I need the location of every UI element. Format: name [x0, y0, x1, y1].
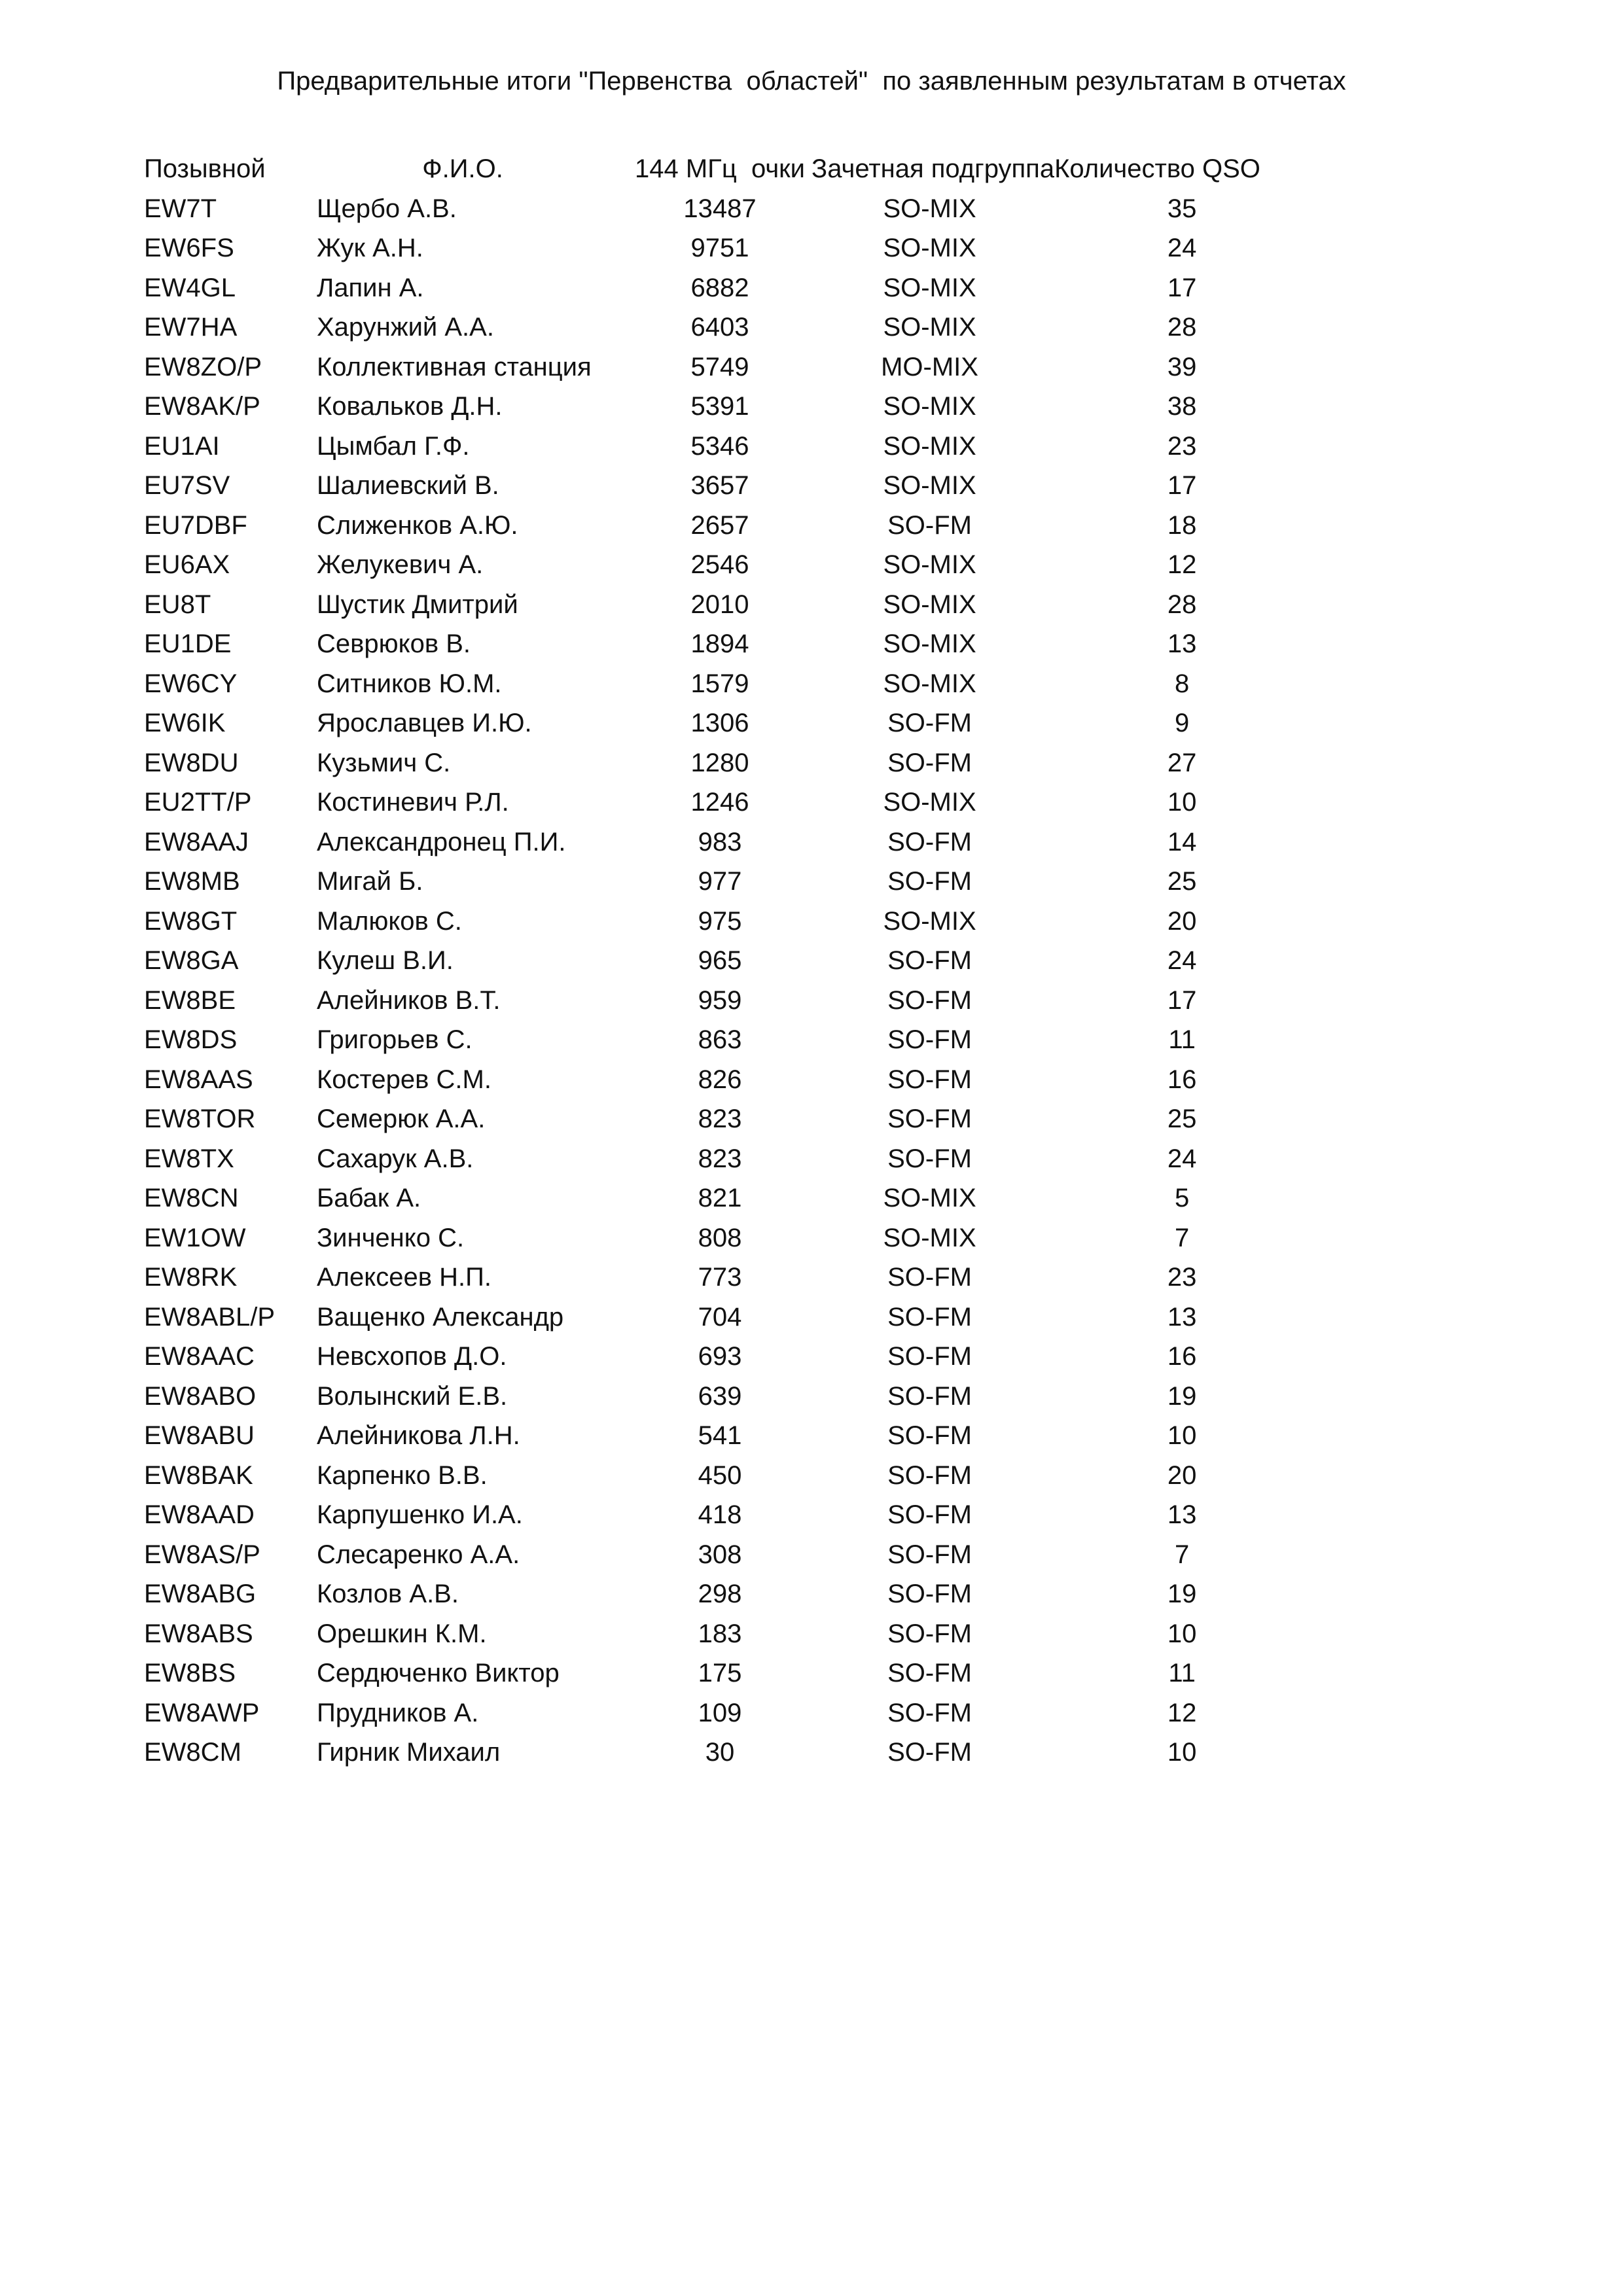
name-cell: Ярославцев И.Ю. — [317, 709, 532, 737]
qso-cell: 16 — [1167, 1342, 1197, 1371]
callsign-cell: EU7DBF — [144, 510, 247, 540]
callsign-cell: EW8ZO/P — [144, 352, 262, 381]
score-cell: 821 — [698, 1184, 742, 1212]
score-cell: 704 — [698, 1302, 742, 1332]
score-cell: 959 — [698, 985, 742, 1015]
header-score: 144 МГц очки — [635, 154, 806, 183]
callsign-cell: EW8ABO — [144, 1381, 257, 1411]
name-cell: Семерюк А.А. — [317, 1104, 486, 1133]
callsign-cell: EW8DU — [144, 748, 239, 777]
score-cell: 13487 — [683, 194, 757, 223]
qso-cell: 25 — [1167, 867, 1197, 896]
table-row — [144, 1574, 1310, 1614]
name-cell: Цымбал Г.Ф. — [317, 431, 470, 461]
callsign-cell: EW4GL — [144, 273, 236, 302]
table-row — [144, 981, 1310, 1021]
qso-cell: 13 — [1167, 1500, 1197, 1529]
callsign-cell: EW8AAJ — [144, 827, 249, 857]
callsign-cell: EW6FS — [144, 234, 234, 262]
name-cell: Костиневич Р.Л. — [317, 788, 509, 817]
callsign-cell: EU2TT/P — [144, 788, 252, 817]
group-cell: SO-FM — [887, 1619, 972, 1648]
callsign-cell: EW8DS — [144, 1025, 238, 1054]
group-cell: SO-MIX — [883, 313, 976, 342]
name-cell: Сердюченко Виктор — [317, 1659, 560, 1687]
qso-cell: 14 — [1167, 827, 1197, 857]
name-cell: Малюков С. — [317, 906, 462, 936]
score-cell: 3657 — [690, 471, 749, 500]
group-cell: SO-MIX — [883, 906, 976, 936]
group-cell: SO-MIX — [883, 1223, 976, 1252]
document-title: Предварительные итоги "Первенства областей" по заявленным результатам в отчетах — [277, 67, 1346, 96]
name-cell: Невсхопов Д.О. — [317, 1342, 507, 1371]
table-row — [144, 1298, 1310, 1337]
callsign-cell: EW6CY — [144, 669, 238, 698]
score-cell: 418 — [698, 1500, 742, 1529]
table-row — [144, 1060, 1310, 1100]
group-cell: SO-FM — [887, 748, 972, 777]
table-row — [144, 624, 1310, 664]
table-row — [144, 743, 1310, 783]
name-cell: Мигай Б. — [317, 867, 423, 896]
qso-cell: 19 — [1167, 1381, 1197, 1411]
name-cell: Шалиевский В. — [317, 471, 499, 500]
qso-cell: 17 — [1167, 985, 1197, 1015]
callsign-cell: EW8ABL/P — [144, 1302, 276, 1332]
results-table-header — [144, 149, 1310, 189]
name-cell: Гирник Михаил — [317, 1738, 501, 1767]
group-cell: SO-FM — [887, 985, 972, 1015]
header-row — [144, 149, 1310, 189]
callsign-cell: EW8CN — [144, 1184, 239, 1212]
qso-cell: 17 — [1167, 273, 1197, 302]
qso-cell: 11 — [1168, 1659, 1196, 1687]
qso-cell: 28 — [1167, 313, 1197, 342]
name-cell: Шустик Дмитрий — [317, 590, 518, 619]
table-row — [144, 1218, 1310, 1258]
qso-cell: 10 — [1167, 1619, 1197, 1648]
group-cell: SO-FM — [887, 709, 972, 737]
results-table-body — [144, 189, 1310, 1773]
name-cell: Ковальков Д.Н. — [317, 392, 503, 421]
qso-cell: 24 — [1167, 1144, 1197, 1173]
score-cell: 30 — [705, 1738, 735, 1767]
score-cell: 5391 — [690, 392, 749, 421]
score-cell: 1894 — [690, 629, 749, 658]
name-cell: Щербо А.В. — [317, 194, 457, 223]
score-cell: 2010 — [690, 590, 749, 619]
group-cell: SO-FM — [887, 1381, 972, 1411]
group-cell: SO-FM — [887, 1698, 972, 1727]
qso-cell: 5 — [1174, 1184, 1190, 1212]
qso-cell: 38 — [1167, 392, 1197, 421]
callsign-cell: EW8MB — [144, 867, 240, 896]
name-cell: Харунжий А.А. — [317, 313, 494, 342]
callsign-cell: EW8AAS — [144, 1065, 253, 1094]
callsign-cell: EW8CM — [144, 1738, 241, 1767]
group-cell: SO-FM — [887, 1460, 972, 1490]
table-row — [144, 822, 1310, 862]
score-cell: 1306 — [690, 709, 749, 737]
score-cell: 9751 — [690, 234, 749, 262]
qso-cell: 10 — [1167, 788, 1197, 817]
group-cell: SO-FM — [887, 1421, 972, 1450]
table-row — [144, 347, 1310, 387]
score-cell: 6882 — [690, 273, 749, 302]
group-cell: SO-MIX — [883, 550, 976, 579]
table-row — [144, 1377, 1310, 1417]
callsign-cell: EW8AK/P — [144, 392, 260, 421]
name-cell: Севрюков В. — [317, 629, 471, 658]
score-cell: 183 — [698, 1619, 742, 1648]
table-row — [144, 1733, 1310, 1773]
group-cell: SO-FM — [887, 1025, 972, 1054]
qso-cell: 27 — [1167, 748, 1197, 777]
table-row — [144, 1535, 1310, 1575]
table-row — [144, 862, 1310, 902]
results-table — [144, 149, 1310, 1773]
table-row — [144, 703, 1310, 743]
table-row — [144, 1614, 1310, 1654]
name-cell: Козлов А.В. — [317, 1580, 459, 1608]
group-cell: SO-MIX — [883, 788, 976, 817]
callsign-cell: EW8GA — [144, 946, 239, 975]
callsign-cell: EW8TOR — [144, 1104, 256, 1133]
group-cell: SO-FM — [887, 1738, 972, 1767]
group-cell: SO-MIX — [883, 194, 976, 223]
name-cell: Ващенко Александр — [317, 1302, 564, 1332]
callsign-cell: EU8T — [144, 590, 211, 619]
name-cell: Сахарук А.В. — [317, 1144, 474, 1173]
table-row — [144, 308, 1310, 347]
table-row — [144, 902, 1310, 942]
qso-cell: 19 — [1167, 1580, 1197, 1608]
callsign-cell: EU7SV — [144, 471, 230, 500]
group-cell: SO-MIX — [883, 273, 976, 302]
score-cell: 541 — [698, 1421, 742, 1450]
group-cell: SO-MIX — [883, 234, 976, 262]
score-cell: 965 — [698, 946, 742, 975]
score-cell: 863 — [698, 1025, 742, 1054]
qso-cell: 11 — [1168, 1025, 1196, 1054]
callsign-cell: EW8BAK — [144, 1460, 253, 1490]
score-cell: 808 — [698, 1223, 742, 1252]
group-cell: SO-MIX — [883, 629, 976, 658]
table-row — [144, 427, 1310, 467]
table-row — [144, 585, 1310, 625]
table-row — [144, 1099, 1310, 1139]
group-cell: SO-FM — [887, 1659, 972, 1687]
callsign-cell: EW8BS — [144, 1659, 236, 1687]
score-cell: 1246 — [690, 788, 749, 817]
header-name: Ф.И.О. — [422, 154, 503, 183]
group-cell: SO-MIX — [883, 471, 976, 500]
score-cell: 2546 — [690, 550, 749, 579]
table-row — [144, 1416, 1310, 1456]
group-cell: SO-FM — [887, 1500, 972, 1529]
group-cell: SO-FM — [887, 1540, 972, 1569]
score-cell: 639 — [698, 1381, 742, 1411]
table-row — [144, 1178, 1310, 1218]
qso-cell: 8 — [1174, 669, 1190, 698]
callsign-cell: EW7HA — [144, 313, 238, 342]
qso-cell: 12 — [1167, 1698, 1197, 1727]
callsign-cell: EW8AAC — [144, 1342, 255, 1371]
table-row — [144, 1693, 1310, 1733]
table-row — [144, 783, 1310, 822]
callsign-cell: EU1AI — [144, 431, 220, 461]
qso-cell: 18 — [1167, 510, 1197, 540]
group-cell: SO-FM — [887, 827, 972, 857]
score-cell: 975 — [698, 906, 742, 936]
table-row — [144, 506, 1310, 546]
qso-cell: 13 — [1167, 1302, 1197, 1332]
name-cell: Орешкин К.М. — [317, 1619, 487, 1648]
callsign-cell: EU1DE — [144, 629, 232, 658]
name-cell: Прудников А. — [317, 1698, 479, 1727]
name-cell: Волынский Е.В. — [317, 1381, 508, 1411]
name-cell: Алексеев Н.П. — [317, 1263, 491, 1292]
callsign-cell: EW8RK — [144, 1263, 238, 1292]
qso-cell: 13 — [1167, 629, 1197, 658]
group-cell: SO-FM — [887, 1342, 972, 1371]
callsign-cell: EW8AAD — [144, 1500, 255, 1529]
name-cell: Зинченко С. — [317, 1223, 465, 1252]
score-cell: 5346 — [690, 431, 749, 461]
table-row — [144, 387, 1310, 427]
name-cell: Кулеш В.И. — [317, 946, 454, 975]
header-callsign: Позывной — [144, 154, 266, 183]
name-cell: Кузьмич С. — [317, 748, 451, 777]
qso-cell: 24 — [1167, 234, 1197, 262]
name-cell: Лапин А. — [317, 273, 424, 302]
qso-cell: 20 — [1167, 1460, 1197, 1490]
score-cell: 175 — [698, 1659, 742, 1687]
table-row — [144, 1020, 1310, 1060]
qso-cell: 20 — [1167, 906, 1197, 936]
qso-cell: 23 — [1167, 431, 1197, 461]
table-row — [144, 1495, 1310, 1535]
group-cell: SO-FM — [887, 1302, 972, 1332]
score-cell: 2657 — [690, 510, 749, 540]
table-row — [144, 664, 1310, 704]
callsign-cell: EW8ABS — [144, 1619, 253, 1648]
score-cell: 109 — [698, 1698, 742, 1727]
name-cell: Ситников Ю.М. — [317, 669, 502, 698]
qso-cell: 17 — [1167, 471, 1197, 500]
name-cell: Алейников В.Т. — [317, 985, 501, 1015]
qso-cell: 23 — [1167, 1263, 1197, 1292]
group-cell: SO-FM — [887, 1144, 972, 1173]
qso-cell: 28 — [1167, 590, 1197, 619]
callsign-cell: EW1OW — [144, 1223, 246, 1252]
table-row — [144, 1456, 1310, 1496]
callsign-cell: EW8AS/P — [144, 1540, 260, 1569]
score-cell: 1579 — [690, 669, 749, 698]
group-cell: SO-MIX — [883, 669, 976, 698]
score-cell: 6403 — [690, 313, 749, 342]
name-cell: Алейникова Л.Н. — [317, 1421, 520, 1450]
table-row — [144, 1653, 1310, 1693]
callsign-cell: EW8AWP — [144, 1698, 260, 1727]
qso-cell: 16 — [1167, 1065, 1197, 1094]
callsign-cell: EU6AX — [144, 550, 230, 579]
score-cell: 450 — [698, 1460, 742, 1490]
callsign-cell: EW8ABG — [144, 1580, 257, 1608]
callsign-cell: EW7T — [144, 194, 217, 223]
table-row — [144, 228, 1310, 268]
table-row — [144, 268, 1310, 308]
name-cell: Карпенко В.В. — [317, 1460, 488, 1490]
qso-cell: 9 — [1174, 709, 1190, 737]
group-cell: MO-MIX — [881, 352, 978, 381]
score-cell: 308 — [698, 1540, 742, 1569]
callsign-cell: EW8GT — [144, 906, 238, 936]
name-cell: Коллективная станция — [317, 352, 592, 381]
table-row — [144, 545, 1310, 585]
name-cell: Костерев С.М. — [317, 1065, 491, 1094]
group-cell: SO-FM — [887, 510, 972, 540]
group-cell: SO-MIX — [883, 431, 976, 461]
group-cell: SO-FM — [887, 1580, 972, 1608]
score-cell: 1280 — [690, 748, 749, 777]
score-cell: 826 — [698, 1065, 742, 1094]
name-cell: Карпушенко И.А. — [317, 1500, 523, 1529]
table-row — [144, 941, 1310, 981]
score-cell: 823 — [698, 1144, 742, 1173]
group-cell: SO-FM — [887, 867, 972, 896]
group-cell: SO-FM — [887, 1263, 972, 1292]
qso-cell: 24 — [1167, 946, 1197, 975]
header-qso: Количество QSO — [1054, 154, 1260, 183]
score-cell: 298 — [698, 1580, 742, 1608]
score-cell: 5749 — [690, 352, 749, 381]
header-group: Зачетная подгруппа — [812, 154, 1055, 183]
name-cell: Желукевич А. — [317, 550, 484, 579]
score-cell: 693 — [698, 1342, 742, 1371]
group-cell: SO-MIX — [883, 392, 976, 421]
name-cell: Слиженков А.Ю. — [317, 510, 518, 540]
table-row — [144, 1258, 1310, 1298]
callsign-cell: EW8BE — [144, 985, 236, 1015]
group-cell: SO-MIX — [883, 590, 976, 619]
score-cell: 773 — [698, 1263, 742, 1292]
table-row — [144, 1139, 1310, 1179]
table-row — [144, 1337, 1310, 1377]
group-cell: SO-FM — [887, 1065, 972, 1094]
table-row — [144, 189, 1310, 229]
name-cell: Бабак А. — [317, 1184, 421, 1212]
name-cell: Слесаренко А.А. — [317, 1540, 520, 1569]
score-cell: 823 — [698, 1104, 742, 1133]
table-row — [144, 466, 1310, 506]
qso-cell: 10 — [1167, 1421, 1197, 1450]
group-cell: SO-MIX — [883, 1184, 976, 1212]
qso-cell: 7 — [1174, 1540, 1190, 1569]
qso-cell: 25 — [1167, 1104, 1197, 1133]
callsign-cell: EW8ABU — [144, 1421, 255, 1450]
name-cell: Жук А.Н. — [317, 234, 423, 262]
callsign-cell: EW6IK — [144, 709, 226, 737]
qso-cell: 7 — [1174, 1223, 1190, 1252]
name-cell: Александронец П.И. — [317, 827, 566, 857]
group-cell: SO-FM — [887, 946, 972, 975]
score-cell: 977 — [698, 867, 742, 896]
group-cell: SO-FM — [887, 1104, 972, 1133]
callsign-cell: EW8TX — [144, 1144, 234, 1173]
qso-cell: 39 — [1167, 352, 1197, 381]
score-cell: 983 — [698, 827, 742, 857]
name-cell: Григорьев С. — [317, 1025, 473, 1054]
qso-cell: 12 — [1167, 550, 1197, 579]
qso-cell: 35 — [1167, 194, 1197, 223]
qso-cell: 10 — [1167, 1738, 1197, 1767]
